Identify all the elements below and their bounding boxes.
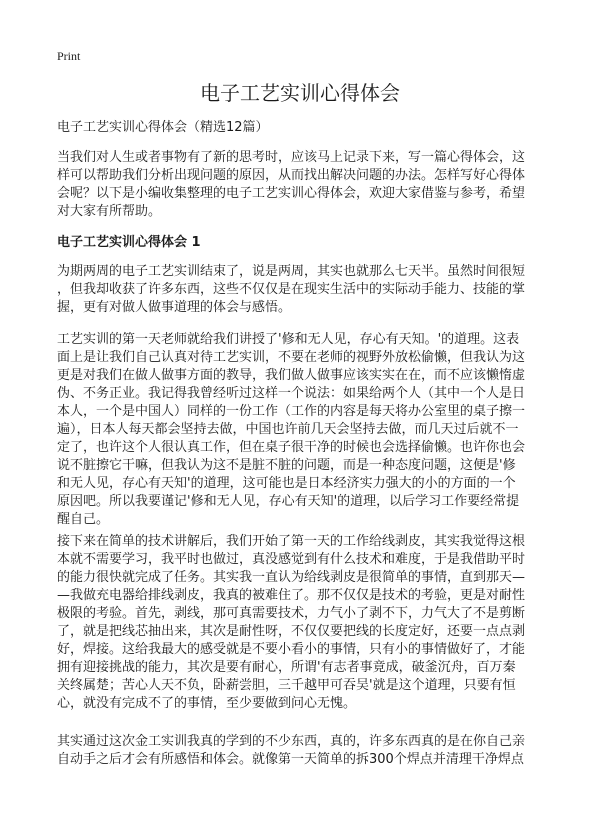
text-line: 面上是让我们自己认真对待工艺实训，不要在老师的视野外放松偷懒，但我认为这 [57,350,526,365]
paragraph [57,331,525,529]
intro-paragraph [57,149,525,221]
text-line: —我做充电器给排线剥皮，我真的被难住了。那不仅仅是技术的考验，更是对耐性 [57,588,526,603]
text-line: 接下来在简单的技术讲解后，我们开始了第一天的工作给线剥皮，其实我觉得这根 [57,534,526,549]
text-line: 了，就是把线芯抽出来，其次是耐性呀，不仅仅要把线的长度定好，还要一点点剥 [57,624,526,639]
text-line: 遍），日本人每天都会坚持去做，中国也许前几天会坚持去做，而几天过后就不一 [57,422,519,437]
text-line: 其实通过这次金工实训我真的学到的不少东西，真的，许多东西真的是在你自己亲 [57,734,526,749]
paragraph [57,733,525,769]
text-line: 原因吧。所以我要谨记'修和无人见，存心有天知'的道理，以后学习工作要经常提 [57,494,520,509]
text-line: 伪、不务正业。我记得我曾经听过这样一个说法：如果给两个人（其中一个人是日 [57,386,526,401]
text-line: 醒自己。 [57,512,110,527]
text-line: 的能力很快就完成了任务。其实我一直认为给线剥皮是很简单的事情，直到那天— [57,570,526,585]
text-line: 好，焊接。这给我最大的感受就是不要小看小的事情，只有小的事情做好了，才能 [57,642,526,657]
paragraph [57,263,525,317]
text-line: 更是对我们在做人做事方面的教导，我们做人做事应该实实在在，而不应该懒惰虚 [57,368,526,383]
page-title: 电子工艺实训心得体会 [200,81,400,105]
paragraph [57,533,525,713]
text-line: 定了，也许这个人很认真工作，但在桌子很干净的时候也会选择偷懒。也许你也会 [57,440,526,455]
section-heading: 电子工艺实训心得体会 1 [57,235,201,250]
text-line: 拥有迎接挑战的能力，其次是要有耐心，所谓'有志者事竟成，破釜沉舟，百万秦 [57,660,516,675]
text-line: 心，就没有完成不了的事情，至少要做到问心无愧。 [57,696,357,711]
text-line: 样可以帮助我们分析出现问题的原因，从而找出解决问题的办法。怎样写好心得体 [57,168,526,183]
text-line: 握，更有对做人做事道理的体会与感悟。 [57,300,292,315]
text-line: 自动手之后才会有所感悟和体会。就像第一天简单的拆300个焊点并清理干净焊点 [57,752,524,767]
text-line: 说不脏擦它干嘛，但我认为这不是脏不脏的问题，而是一种态度问题，这便是'修 [57,458,516,473]
text-line: 会呢？以下是小编收集整理的电子工艺实训心得体会，欢迎大家借鉴与参考，希望 [57,186,526,201]
text-line: 当我们对人生或者事物有了新的思考时，应该马上记录下来，写一篇心得体会，这 [57,150,526,165]
text-line: 本就不需要学习，我平时也做过，真没感觉到有什么技术和难度，于是我借助平时 [57,552,526,567]
text-line: 极限的考验。首先，剥线，那可真需要技术，力气小了剥不下，力气大了不是剪断 [57,606,526,621]
print-link[interactable]: Print [57,49,81,63]
text-line: 和无人见，存心有天知'的道理，这可能也是日本经济实力强大的小的方面的一个 [57,476,516,491]
subtitle: 电子工艺实训心得体会（精选12篇） [57,120,269,135]
text-line: ，但我却收获了许多东西，这些不仅仅是在现实生活中的实际动手能力、技能的掌 [57,282,526,297]
text-line: 工艺实训的第一天老师就给我们讲授了'修和无人见，存心有天知。'的道理。这表 [57,332,520,347]
text-line: 关终属楚；苦心人天不负，卧薪尝胆，三千越甲可吞吴'就是这个道理，只要有恒 [57,678,516,693]
text-line: 为期两周的电子工艺实训结束了，说是两周，其实也就那么七天半。虽然时间很短 [57,264,526,279]
text-line: 对大家有所帮助。 [57,204,162,219]
text-line: 本人，一个是中国人）同样的一份工作（工作的内容是每天将办公室里的桌子擦一 [57,404,526,419]
